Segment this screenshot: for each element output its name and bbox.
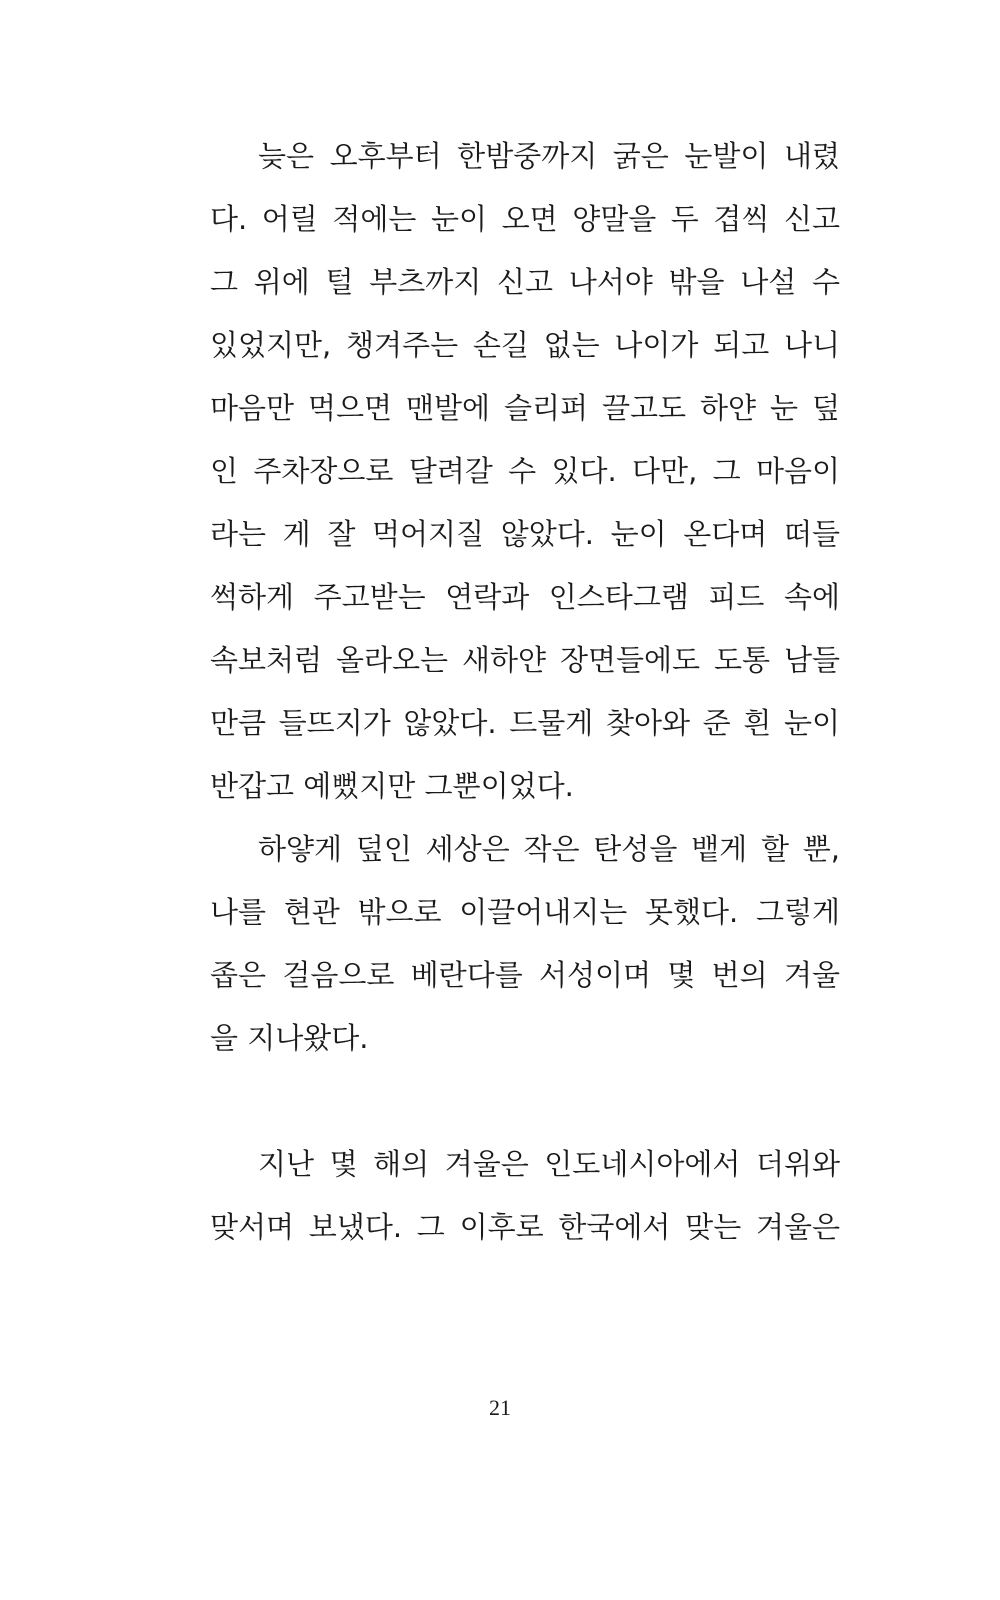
paragraph-line: 늦은 오후부터 한밤중까지 굵은 눈발이 내렸	[258, 139, 840, 173]
paragraph-line: 하얗게 덮인 세상은 작은 탄성을 뱉게 할 뿐,	[258, 832, 840, 866]
paragraph-line: 썩하게 주고받는 연락과 인스타그램 피드 속에	[210, 580, 840, 614]
paragraph-line: 있었지만, 챙겨주는 손길 없는 나이가 되고 나니	[210, 328, 840, 362]
paragraph-line: 속보처럼 올라오는 새하얀 장면들에도 도통 남들	[210, 643, 840, 677]
page-number: 21	[489, 1395, 511, 1420]
paragraph-line: 인 주차장으로 달려갈 수 있다. 다만, 그 마음이	[210, 454, 840, 488]
paragraph-line: 마음만 먹으면 맨발에 슬리퍼 끌고도 하얀 눈 덮	[210, 391, 840, 425]
paragraph-3	[210, 1133, 840, 1259]
paragraph-line: 그 위에 털 부츠까지 신고 나서야 밖을 나설 수	[210, 265, 840, 299]
paragraph-line: 다. 어릴 적에는 눈이 오면 양말을 두 겹씩 신고	[210, 202, 840, 236]
paragraph-line: 반갑고 예뻤지만 그뿐이었다.	[210, 769, 574, 803]
paragraph-line: 을 지나왔다.	[210, 1021, 369, 1055]
paragraph-line: 나를 현관 밖으로 이끌어내지는 못했다. 그렇게	[210, 895, 840, 929]
paragraph-line: 만큼 들뜨지가 않았다. 드물게 찾아와 준 흰 눈이	[210, 706, 840, 740]
paragraph-2	[210, 818, 840, 1070]
paragraph-1	[210, 125, 840, 818]
paragraph-line: 라는 게 잘 먹어지질 않았다. 눈이 온다며 떠들	[210, 517, 840, 551]
paragraph-line: 지난 몇 해의 겨울은 인도네시아에서 더위와	[258, 1147, 840, 1181]
paragraph-line: 좁은 걸음으로 베란다를 서성이며 몇 번의 겨울	[210, 958, 840, 992]
paragraph-line: 맞서며 보냈다. 그 이후로 한국에서 맞는 겨울은	[210, 1210, 840, 1244]
